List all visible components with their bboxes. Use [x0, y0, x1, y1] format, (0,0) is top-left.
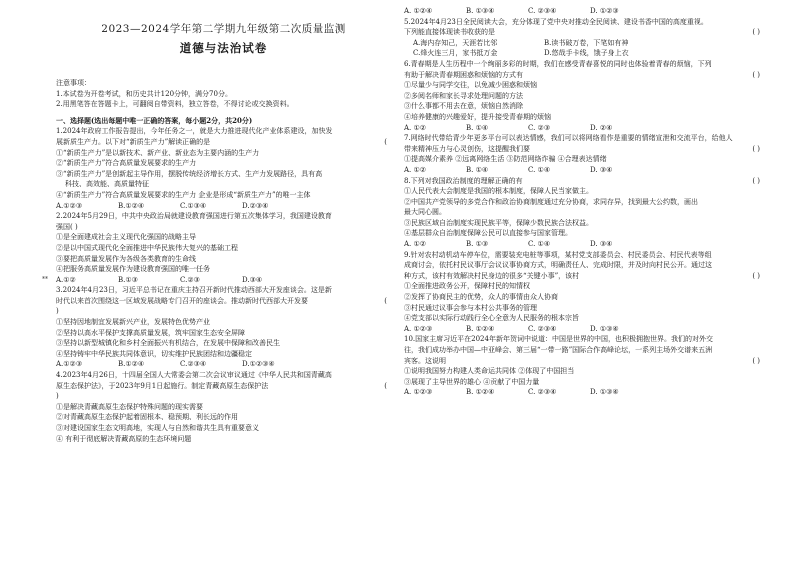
answer-paren: ( ) — [752, 144, 760, 153]
line-text: 宾客。这说明 — [404, 356, 446, 365]
left-question-list — [42, 126, 391, 444]
answer-option: A. ①②③ — [404, 388, 433, 397]
text-line — [404, 197, 764, 208]
answer-option: C. ②③ — [528, 123, 551, 132]
line-text: ④坚持铸牢中华民族共同体意识，切实维护民族团结和边疆稳定 — [56, 349, 252, 358]
text-line — [56, 264, 391, 275]
line-text: ) — [56, 392, 59, 401]
answer-option: D. ①③④ — [590, 324, 619, 333]
text-line — [56, 148, 391, 159]
text-line — [56, 317, 391, 328]
text-line — [404, 17, 764, 28]
text-line — [56, 126, 391, 137]
line-text: 10.国家主席习近平在2024年新年贺词中说道：中国是世界的中国，也积极拥抱世界。我们的对外交 — [404, 335, 713, 344]
line-text: ①“新质生产力”是以新技术、新产业、新业态为主要内涵的生产力 — [56, 148, 260, 157]
line-text: 8.下列对我国政治制度的理解正确的有 — [404, 176, 523, 185]
answer-option: C. ②③④ — [528, 388, 557, 397]
answer-option: A. ①② — [404, 123, 427, 132]
notice-heading: 注意事项： — [56, 79, 91, 87]
text-line — [56, 179, 391, 190]
answer-option: A.①②③ — [56, 201, 83, 210]
line-text: 时代以来首次围绕这一区域发展战略专门召开的座谈会。推动新时代西部大开发要 — [56, 296, 308, 305]
line-text: ①说明我国努力构建人类命运共同体 ②体现了中国担当 — [404, 367, 575, 376]
text-line — [404, 250, 764, 261]
text-line — [56, 391, 391, 402]
text-line — [56, 338, 391, 349]
line-text: ①全面推进政务公开，保障村民的知情权 — [404, 282, 530, 291]
answer-options — [56, 201, 391, 212]
answer-option: C. ①④ — [528, 165, 551, 174]
text-line — [56, 137, 391, 148]
answer-option: C. ①④ — [528, 240, 551, 249]
line-text: 原生态保护法》，于2023年9月1日起施行。制定青藏高原生态保护法 — [56, 381, 269, 390]
text-line — [404, 27, 764, 38]
line-text: 6.青春期是人生历程中一个绚丽多彩的时期，我们在感受青春喜悦的同时也体验着青春的烦恼，下列 — [404, 59, 712, 68]
line-text: 下列能直接体现读书收获的是 — [404, 28, 495, 37]
answer-option: D.②③④ — [242, 201, 269, 210]
answer-paren: ( ) — [752, 28, 760, 37]
answer-option: B.①③ — [118, 275, 138, 284]
text-line — [404, 154, 764, 165]
answer-paren: ( ) — [752, 70, 760, 79]
answer-option: C.①③④ — [180, 201, 207, 210]
text-line — [404, 176, 764, 187]
text-line — [56, 211, 391, 222]
answer-option: A. ①② — [404, 165, 427, 174]
answer-option: D.①②③④ — [242, 360, 275, 369]
line-text: ③村民通过议事会参与本村公共事务的管理 — [404, 303, 537, 312]
line-text: ③民族区域自治制度实现民族平等，保障少数民族合法权益。 — [404, 218, 593, 227]
line-text: ②对青藏高原生态保护起着固根本、稳预期、利长远的作用 — [56, 413, 238, 422]
text-line — [404, 366, 764, 377]
answer-option: B. ①②④ — [466, 388, 495, 397]
answer-options — [404, 165, 764, 176]
text-line — [404, 70, 764, 81]
answer-options — [42, 275, 391, 286]
line-text: ②“新质生产力”符合高质量发展要求的生产力 — [56, 159, 197, 168]
answer-paren: ( ) — [752, 271, 760, 280]
text-line — [404, 59, 764, 70]
exam-subject: 道德与法治试卷 — [179, 41, 268, 55]
text-line — [56, 254, 391, 265]
line-text: ④把服务高质量发展作为建设教育强国的唯一任务 — [56, 265, 210, 274]
answer-options — [404, 6, 764, 17]
line-text: 带来精神压力与心灵创伤，这提醒我们要 — [404, 144, 530, 153]
notice-item: 2.用黑笔答在答题卡上，可翻阅自带资料，独立答卷，不得讨论或交换资料。 — [56, 100, 294, 109]
section-heading: 一、选择题(选出每题中唯一正确的答案，每小题2分，共20分) — [56, 115, 253, 125]
line-text: 种方式，该村有效解决村民身边的很多“关键小事”，该村 — [404, 271, 580, 280]
exam-title: 2023—2024学年第二学期九年级第二次质量监测 — [101, 23, 346, 35]
answer-option: A.①② — [56, 275, 76, 284]
line-text: ③坚持以新型城镇化和乡村全面振兴有机结合，在发展中保障和改善民生 — [56, 339, 280, 348]
line-text: ②坚持以高水平保护支撑高质量发展，筑牢国家生态安全屏障 — [56, 328, 245, 337]
line-text: 展新质生产力。以下对“新质生产力”解读正确的是 — [56, 137, 211, 146]
text-line — [404, 80, 764, 91]
text-line — [404, 207, 764, 218]
line-text: 1.2024年政府工作报告提出，今年任务之一，就是大力推进现代化产业体系建设，加快发 — [56, 127, 333, 136]
text-line — [56, 328, 391, 339]
line-text: ①是解决青藏高原生态保护特殊问题的现实需要 — [56, 402, 203, 411]
line-text: ①人民代表大会制度是我国的根本制度，保障人民当家做主。 — [404, 187, 593, 196]
text-line — [404, 345, 764, 356]
answer-options — [404, 239, 764, 250]
text-line — [404, 112, 764, 123]
line-text: ②发挥了协商民主的优势，众人的事情由众人协商 — [404, 293, 558, 302]
text-line — [56, 434, 391, 445]
text-line — [404, 334, 764, 345]
text-line — [56, 402, 391, 413]
answer-option: C.②③ — [180, 275, 200, 284]
answer-option: D. ③④ — [590, 240, 613, 249]
line-text: ②中国共产党领导的多党合作和政治协商制度通过充分协商，求同存异，找到最大公约数，画出 — [404, 197, 698, 206]
text-line — [56, 306, 391, 317]
text-line — [404, 271, 764, 282]
text-line — [404, 260, 764, 271]
answer-option: B.①②④ — [118, 201, 145, 210]
line-text: ①是全面建成社会主义现代化强国的战略主导 — [56, 233, 196, 242]
text-line — [56, 158, 391, 169]
line-text: ③对建设国家生态文明高地，实现人与自然和谐共生具有重要意义 — [56, 424, 259, 432]
line-text: 4.2023年4月26日，十四届全国人大常委会第二次会议审议通过《中华人民共和国青藏高 — [56, 371, 332, 380]
answer-option: D. ①③④ — [590, 388, 619, 397]
answer-option: B.①②④ — [118, 360, 145, 369]
line-text: 9.针对农村动机动车停车位，需要装充电桩等事项，某村党支部委员会、村民委员会、村民代表等组 — [404, 250, 712, 259]
answer-option: A. ①② — [404, 240, 427, 249]
line-text-secondary: D.悠哉手卡线，饿子身上衣 — [544, 49, 629, 58]
line-text: 5.2024年4月23日全民阅读大会，充分体现了党中央对推动全民阅读、建设书香中国的高度重视。 — [404, 17, 708, 26]
text-line — [56, 190, 391, 201]
line-text: ) — [56, 307, 59, 316]
line-text: ②多阅名师和家长寻求处理问题的方法 — [404, 91, 523, 100]
text-line — [404, 133, 764, 144]
answer-option: D. ①②③ — [590, 7, 619, 15]
answer-paren: ( — [384, 137, 387, 146]
answer-options — [404, 387, 764, 398]
line-text: 科技、高效能、高质量特征 — [65, 180, 149, 189]
text-line — [404, 303, 764, 314]
answer-option: C.②③④ — [180, 360, 207, 369]
right-question-list — [404, 6, 764, 398]
text-line — [56, 296, 391, 307]
left-column — [42, 0, 391, 444]
answer-option: B. ①③④ — [466, 7, 495, 15]
answer-option: B. ①④ — [466, 123, 489, 132]
line-text: 强国( ) — [56, 222, 78, 231]
text-line — [404, 101, 764, 112]
text-line — [404, 144, 764, 155]
text-line — [56, 370, 391, 381]
answer-options — [404, 123, 764, 134]
text-line — [404, 292, 764, 303]
answer-paren: ( — [384, 296, 387, 305]
text-line — [404, 281, 764, 292]
answer-paren: ( ) — [752, 176, 760, 185]
right-column — [404, 6, 764, 398]
line-text: 成商讨会，依托村民议事厅会议议事协商方式，明确责任人、完成时限，并及时向村民公开。通过这 — [404, 261, 712, 270]
line-text: 最大同心圆。 — [404, 208, 446, 217]
answer-option: C. ②③④ — [528, 7, 557, 15]
line-text: ④培养健康的兴趣爱好，提升接受青春期的烦恼 — [404, 112, 551, 121]
notice-item: 1.本试卷为开卷考试，和历史共计120分钟，满分70分。 — [56, 89, 232, 98]
text-line — [404, 228, 764, 239]
text-line — [404, 313, 764, 324]
text-line — [56, 381, 391, 392]
text-line — [56, 169, 391, 180]
line-text: ③什么事都不用去在意，烦恼自然消除 — [404, 102, 523, 111]
text-line — [404, 48, 764, 59]
text-line — [56, 412, 391, 423]
text-line — [404, 186, 764, 197]
answer-options — [404, 324, 764, 335]
line-text: ④“新质生产力”符合高质量发展要求的生产力 企业是形成“新质生产力”的唯一主体 — [56, 190, 311, 199]
text-line — [56, 232, 391, 243]
answer-option: A.①②③ — [56, 360, 83, 369]
text-line — [404, 38, 764, 49]
line-text: ③展现了主导世界的雄心 ④贡献了中国力量 — [404, 377, 540, 386]
line-text-secondary: B.读书破万卷，下笔如有神 — [544, 38, 629, 47]
line-text: ④ 有利于彻底解决青藏高原的生态环境问题 — [56, 434, 192, 443]
answer-option: A. ①②③ — [404, 324, 433, 333]
line-text: 2.2024年5月29日，中共中央政治局就建设教育强国进行第五次集体学习，我国建设教育 — [56, 212, 332, 221]
answer-option: B. ①②④ — [466, 324, 495, 333]
text-line — [56, 285, 391, 296]
line-text: 7.网络时代带给青少年更多平台可以表达情感，我们可以将网络看作是重要的情绪宣泄和交流平台，给他人 — [404, 134, 733, 143]
answer-option: B. ①④ — [466, 165, 489, 174]
line-text: 往，我们成功举办中国—中亚峰会、第三届“一带一路”国际合作高峰论坛，一系列主场外交谱来五洲 — [404, 346, 713, 354]
text-line — [56, 349, 391, 360]
text-line — [56, 423, 391, 434]
answer-option: D. ②④ — [590, 123, 613, 132]
line-text: ①坚持因地制宜发展新兴产业，发展特色优势产业 — [56, 318, 210, 327]
line-text: 3.2024年4月23日，习近平总书记在重庆主持召开新时代推动西部大开发座谈会。这是新 — [56, 286, 332, 295]
line-text: ③“新质生产力”是创新起主导作用，摆脱传统经济增长方式、生产力发展路径，具有高 — [56, 169, 323, 178]
line-text: ②是以中国式现代化全面推进中华民族伟大复兴的基础工程 — [56, 243, 238, 252]
line-text: ③要把高质量发展作为各级各类教育的生命线 — [56, 254, 196, 263]
line-text: ④基层群众自治制度保障公民可以直接参与国家管理。 — [404, 229, 572, 238]
line-text: C.烽火连三月，家书抵万金 — [413, 49, 498, 58]
answer-option: D. ③④ — [590, 165, 613, 174]
line-text: A.海内存知己，天涯若比邻 — [413, 38, 498, 47]
line-text: 有助于解决青春期困惑和烦恼的方式有 — [404, 70, 523, 79]
text-line — [404, 218, 764, 229]
line-text: ①尽量少与同学交往，以免减少困惑和烦恼 — [404, 81, 537, 90]
text-line — [404, 91, 764, 102]
line-text: ④党支部以实际行动践行全心全意为人民服务的根本宗旨 — [404, 314, 579, 323]
answer-paren: ( — [384, 381, 387, 390]
answer-option: D.③④ — [242, 275, 263, 284]
text-line — [56, 222, 391, 233]
text-line — [404, 377, 764, 388]
answer-option: A. ①②④ — [404, 7, 433, 15]
answer-paren: ( ) — [752, 356, 760, 365]
answer-options — [56, 359, 391, 370]
answer-option: C. ②③④ — [528, 324, 557, 333]
text-line — [56, 243, 391, 254]
line-text: ①提高媒介素养 ②远离网络生活 ③防范网络诈骗 ④合理表达情绪 — [404, 155, 607, 164]
text-line — [404, 356, 764, 367]
margin-mark: ** — [42, 275, 48, 283]
answer-option: B. ①③ — [466, 240, 489, 249]
